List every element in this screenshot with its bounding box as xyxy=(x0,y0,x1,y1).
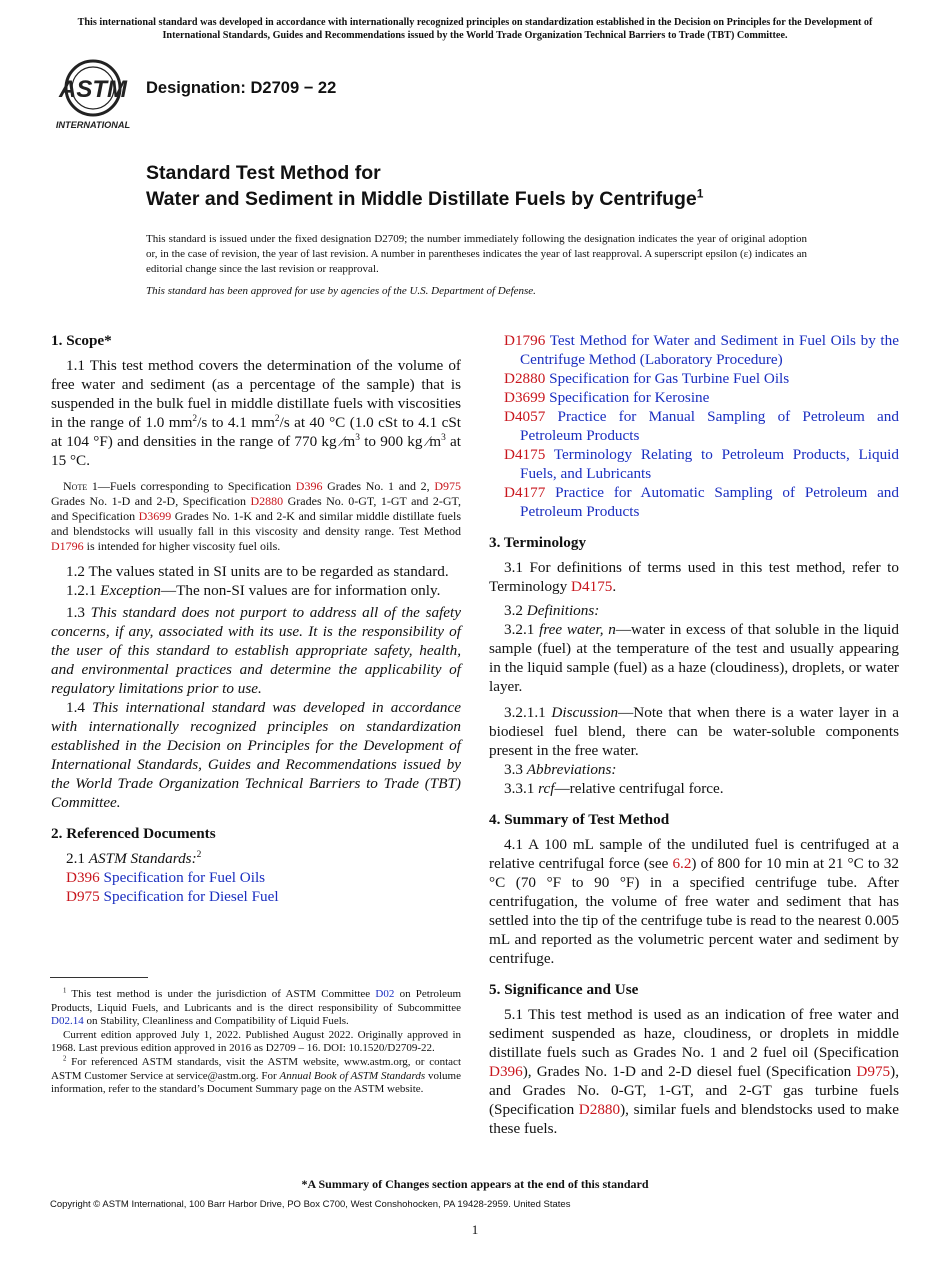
note-1: Note 1—Fuels corresponding to Specification D396 Grades No. 1 and 2, D975 Grades No. 1-D and 2-D, Specification D2880 Grades No. 0-GT, 1-GT and 2-GT, and Specification D3699 Grades No. 1-K and 2-K and similar middle distillate fuels and blendstocks will usually fall in this viscosity and density range. Test Method D1796 is intended for higher viscosity fuel oils. xyxy=(51,479,462,553)
link-d0214[interactable]: D02.14 xyxy=(51,1015,84,1028)
astm-logo xyxy=(52,58,134,132)
dod-approval: This standard has been approved for use by agencies of the U.S. Department of Defense. xyxy=(146,285,536,297)
para-1-2: 1.2 The values stated in SI units are to be regarded as standard. xyxy=(66,563,449,580)
ref-item[interactable]: D2880 Specification for Gas Turbine Fuel Oils xyxy=(504,370,790,387)
para-3-2: 3.2 Definitions: xyxy=(504,602,600,619)
logo-subtitle: INTERNATIONAL xyxy=(55,120,131,130)
logo-text: ASTM xyxy=(59,76,127,103)
changes-notice: *A Summary of Changes section appears at the end of this standard xyxy=(301,1177,649,1191)
copyright: Copyright © ASTM International, 100 Barr Harbor Drive, PO Box C700, West Conshohocken, PA 19428-2959. United States xyxy=(50,1199,571,1210)
ref-item[interactable]: D1796 Test Method for Water and Sediment in Fuel Oils by the Centrifuge Method (Laboratory Procedure) xyxy=(504,332,899,368)
ref-item[interactable]: D4057 Practice for Manual Sampling of Petroleum and Petroleum Products xyxy=(504,408,899,444)
para-3-3: 3.3 Abbreviations: xyxy=(504,761,617,778)
footnote-1: $^1$ This test method is under the jurisdiction of ASTM Committee D02 on Petroleum Products, Liquid Fuels, and Lubricants and is the direct responsibility of Subcommittee D02.14 on Stability, Cleanliness and Compatibility of Liquid Fuels. xyxy=(51,987,461,1028)
footnote-rule xyxy=(50,977,148,978)
footnotes xyxy=(51,988,461,1097)
link-d02[interactable]: D02 xyxy=(375,988,395,1000)
left-column xyxy=(51,331,461,906)
ref-item[interactable]: D4177 Practice for Automatic Sampling of Petroleum and Petroleum Products xyxy=(504,484,899,520)
link-d975[interactable]: D975 xyxy=(856,1063,891,1080)
intro-paragraph: This standard is issued under the fixed designation D2709; the number immediately following the designation indicates the year of original adoption or, in the case of revision, the year of last revision. A number in parentheses indicates the year of last reapproval. A superscript epsilon (ε) indicates an editorial change since the last revision or reapproval. xyxy=(146,233,807,275)
summary-heading: 4. Summary of Test Method xyxy=(489,811,670,828)
ref-item[interactable]: D3699 Specification for Kerosine xyxy=(504,389,710,406)
para-1-4: 1.4 This international standard was developed in accordance with internationally recognized principles on standardization established in the Decision on Principles for the Development of International Standards, Guides and Recommendations issued by the World Trade Organization Technical Barriers to Trade (TBT) Committee. xyxy=(51,699,462,811)
right-column xyxy=(489,331,899,1138)
footnote-1-edition: Current edition approved July 1, 2022. Published August 2022. Originally approved in 1968. Last previous edition approved in 2016 as D2709 – 16. DOI: 10.1520/D2709-22. xyxy=(51,1028,461,1055)
significance-heading: 5. Significance and Use xyxy=(489,981,639,998)
para-4-1: 4.1 A 100 mL sample of the undiluted fuel is centrifuged at a relative centrifugal force (see 6.2) of 800 for 10 min at 21 °C to 32 °C (70 °F to 90 °F) in a specified centrifuge tube. After centrifugation, the volume of free water and sediment that has settled into the tip of the centrifuge tube is read to the nearest 0.005 mL and reported as the volumetric percent water and sediment by centrifuge. xyxy=(489,836,899,967)
title-line-2: Water and Sediment in Middle Distillate Fuels by Centrifuge$^1$ xyxy=(146,186,704,210)
designation: Designation: D2709 − 22 xyxy=(146,79,337,97)
link-d2880[interactable]: D2880 xyxy=(250,494,284,508)
para-1-1: 1.1 This test method covers the determination of the volume of free water and sediment (as a percentage of the sample) that is suspended in the bulk fuel in middle distillate fuels with viscosities in the range of 1.0 $mm^2/s$ to 4.1 $mm^2/s$ at 40 °C (1.0 cSt to 4.1 cSt at 104 °F) and densities in the range of 770 kg $⁄m^3$ to 900 kg $⁄m^3$ at 15 °C. xyxy=(51,357,461,469)
ref-item[interactable]: D396 Specification for Fuel Oils xyxy=(66,869,266,886)
link-section-6-2[interactable]: 6.2 xyxy=(672,855,692,872)
terminology-heading: 3. Terminology xyxy=(489,534,587,551)
para-3-2-1-1: 3.2.1.1 Discussion—Note that when there is a water layer in a biodiesel fuel blend, there can be water-soluble components present in the free water. xyxy=(489,704,899,759)
link-d3699[interactable]: D3699 xyxy=(138,509,172,523)
para-1-2-1: 1.2.1 Exception—The non-SI values are for information only. xyxy=(66,582,441,599)
ref-item[interactable]: D4175 Terminology Relating to Petroleum Products, Liquid Fuels, and Lubricants xyxy=(504,446,899,482)
ref-item[interactable]: D975 Specification for Diesel Fuel xyxy=(66,888,279,905)
para-5-1: 5.1 This test method is used as an indication of free water and sediment suspended as haze, cloudiness, or droplets in middle distillate fuels such as Grades No. 1 and 2 fuel oil (Specification D396), Grades No. 1-D and 2-D diesel fuel (Specification D975), and Grades No. 0-GT, 1-GT, and 2-GT gas turbine fuels (Specification D2880), similar fuels and blendstocks used to make these fuels. xyxy=(489,1006,899,1137)
title-line-1: Standard Test Method for xyxy=(146,162,381,184)
para-2-1: 2.1 ASTM Standards:$^2$ xyxy=(66,849,202,867)
para-3-3-1: 3.3.1 rcf—relative centrifugal force. xyxy=(504,780,724,797)
link-d396[interactable]: D396 xyxy=(295,479,323,493)
para-3-1: 3.1 For definitions of terms used in this test method, refer to Terminology D4175. xyxy=(489,559,899,595)
astm-logo-icon xyxy=(52,58,134,132)
tbt-banner: This international standard was developed in accordance with internationally recognized principles on standardization established in the Decision on Principles for the Development of International Standards, Guides and Recommendations issued by the World Trade Organization Technical Barriers to Trade (TBT) Committee. xyxy=(77,17,873,41)
document-title xyxy=(146,160,906,212)
link-d396[interactable]: D396 xyxy=(489,1063,523,1080)
para-3-2-1: 3.2.1 free water, n—water in excess of that soluble in the liquid sample (fuel) at the temperature of the test and usually appearing in the liquid sample (fuel) as a haze (cloudiness), droplets, or water layer. xyxy=(489,621,899,695)
page-number: 1 xyxy=(471,1222,479,1237)
link-d2880[interactable]: D2880 xyxy=(578,1101,621,1118)
link-d4175[interactable]: D4175 xyxy=(571,578,613,595)
link-d1796[interactable]: D1796 xyxy=(51,539,84,553)
footnote-2: $^2$ For referenced ASTM standards, visit the ASTM website, www.astm.org, or contact ASTM Customer Service at service@astm.org. For Annual Book of ASTM Standards volume information, refer to the standard’s Document Summary page on the ASTM website. xyxy=(51,1055,461,1096)
link-d975[interactable]: D975 xyxy=(434,479,462,493)
para-1-3: 1.3 This standard does not purport to address all of the safety concerns, if any, associated with its use. It is the responsibility of the user of this standard to establish appropriate safety, health, and environmental practices and determine the applicability of regulatory limitations prior to use. xyxy=(51,604,462,697)
scope-heading: 1. Scope* xyxy=(51,332,112,349)
refs-heading: 2. Referenced Documents xyxy=(51,825,216,842)
